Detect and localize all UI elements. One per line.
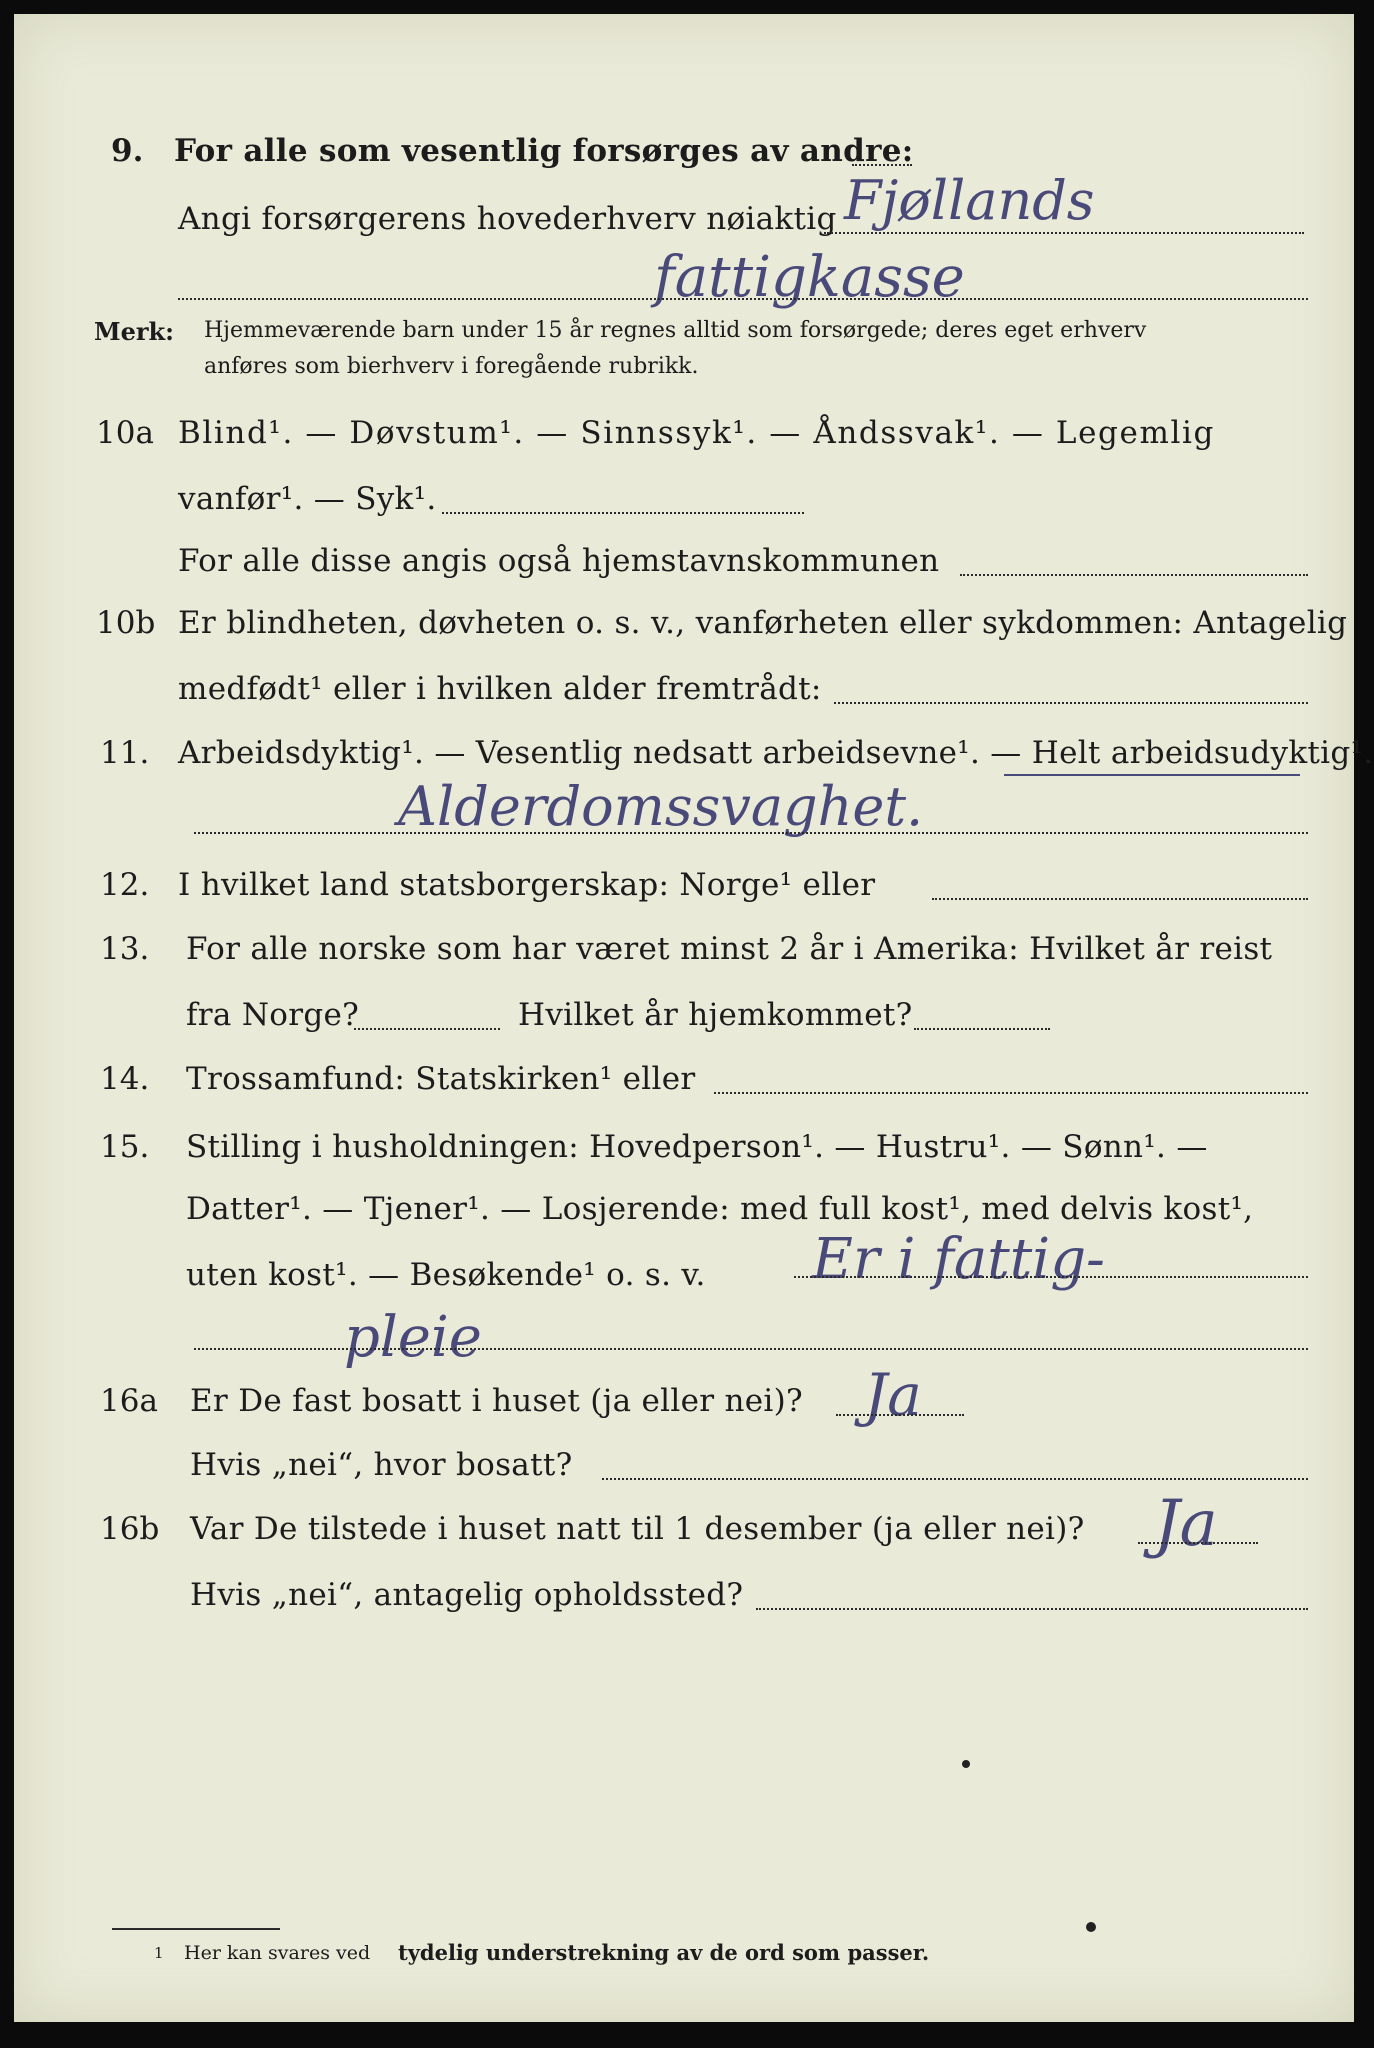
merk-line2: anføres som bierhverv i foregående rubrikk. <box>204 354 699 379</box>
q9-handwritten-occupation-cont: fattigkasse <box>654 245 965 310</box>
q16a-handwritten-answer: Ja <box>864 1361 922 1429</box>
q16a-line1: Er De fast bosatt i huset (ja eller nei)? <box>190 1383 803 1419</box>
q15-dotted-line3 <box>794 1276 1308 1278</box>
q15-dotted-line4 <box>194 1348 1308 1350</box>
q12-number: 12. <box>100 867 150 903</box>
q16b-line2: Hvis „nei“, antagelig opholdssted? <box>190 1577 744 1613</box>
q13-line2b: Hvilket år hjemkommet? <box>518 997 913 1033</box>
q14-line1: Trossamfund: Statskirken¹ eller <box>186 1061 696 1097</box>
q13-number: 13. <box>100 931 150 967</box>
q16b-handwritten-answer: Ja <box>1154 1487 1218 1561</box>
q15-line1: Stilling i husholdningen: Hovedperson¹. — Hustru¹. — Sønn¹. — <box>186 1129 1208 1165</box>
q11-number: 11. <box>100 735 150 771</box>
q9-line2: Angi forsørgerens hovederhverv nøiaktig <box>178 201 837 237</box>
q16b-dotted-line1 <box>1138 1542 1258 1544</box>
q13-dotted-hjemkommet <box>914 1028 1050 1030</box>
q10a-dotted-line3 <box>960 574 1308 576</box>
q9-number: 9. <box>111 133 144 169</box>
q9-handwritten-occupation: Fjøllands <box>844 169 1095 232</box>
q13-line1: For alle norske som har været minst 2 år i Amerika: Hvilket år reist <box>186 931 1273 967</box>
q16b-line1: Var De tilstede i huset natt til 1 desember (ja eller nei)? <box>190 1511 1085 1547</box>
q15-handwritten-position: Er i fattig- <box>812 1227 1105 1292</box>
q12-dotted-line <box>932 898 1308 900</box>
q11-handwritten-cause: Alderdomssvaghet. <box>398 775 924 838</box>
q16a-line2: Hvis „nei“, hvor bosatt? <box>190 1447 573 1483</box>
q10a-number: 10a <box>96 415 154 451</box>
q10b-number: 10b <box>96 605 156 641</box>
q10a-line1: Blind¹. — Døvstum¹. — Sinnssyk¹. — Åndssvak¹. — Legemlig <box>178 415 1215 451</box>
q11-dotted-line <box>194 832 1308 834</box>
q10b-line1: Er blindheten, døvheten o. s. v., vanførheten eller sykdommen: Antagelig <box>178 605 1348 641</box>
q16a-dotted-line1 <box>836 1414 964 1416</box>
ink-spot <box>1086 1922 1096 1932</box>
q16a-number: 16a <box>100 1383 158 1419</box>
q15-handwritten-position-cont: pleie <box>344 1305 482 1370</box>
q16b-number: 16b <box>100 1511 160 1547</box>
q10b-dotted-line <box>834 702 1308 704</box>
footnote-text-regular: Her kan svares ved <box>184 1942 371 1964</box>
q15-line3: uten kost¹. — Besøkende¹ o. s. v. <box>186 1257 706 1293</box>
q12-line1: I hvilket land statsborgerskap: Norge¹ eller <box>178 867 876 903</box>
q16a-dotted-line2 <box>602 1478 1308 1480</box>
q16b-dotted-line2 <box>756 1608 1308 1610</box>
q15-line2: Datter¹. — Tjener¹. — Losjerende: med full kost¹, med delvis kost¹, <box>186 1191 1254 1227</box>
q13-dotted-reist <box>354 1028 500 1030</box>
merk-line1: Hjemmeværende barn under 15 år regnes alltid som forsørgede; deres eget erhverv <box>204 318 1147 343</box>
q15-number: 15. <box>100 1129 150 1165</box>
q10a-line2: vanfør¹. — Syk¹. <box>178 481 437 517</box>
q10a-line3: For alle disse angis også hjemstavnskommunen <box>178 543 940 579</box>
q11-line1: Arbeidsdyktig¹. — Vesentlig nedsatt arbeidsevne¹. — Helt arbeidsudyktig¹. <box>178 735 1374 771</box>
census-form-page <box>14 14 1374 2022</box>
q10a-dotted-line2 <box>442 512 804 514</box>
q9-dotted-line2 <box>824 232 1304 234</box>
q9-line1: For alle som vesentlig forsørges av andre: <box>174 133 914 169</box>
merk-label: Merk: <box>94 317 174 346</box>
q9-dotted-line1 <box>852 164 912 166</box>
q9-dotted-line3 <box>178 298 1308 300</box>
q10b-line2: medfødt¹ eller i hvilken alder fremtrådt: <box>178 671 822 707</box>
footnote-rule <box>112 1928 280 1930</box>
footnote-text-bold: tydelig understrekning av de ord som passer. <box>398 1940 930 1965</box>
q14-dotted-line <box>714 1092 1308 1094</box>
footnote-mark: 1 <box>154 1944 164 1962</box>
q11-underline-helt-arbeidsudyktig <box>1004 774 1300 776</box>
ink-spot <box>962 1760 970 1768</box>
q13-line2a: fra Norge? <box>186 997 360 1033</box>
q14-number: 14. <box>100 1061 150 1097</box>
